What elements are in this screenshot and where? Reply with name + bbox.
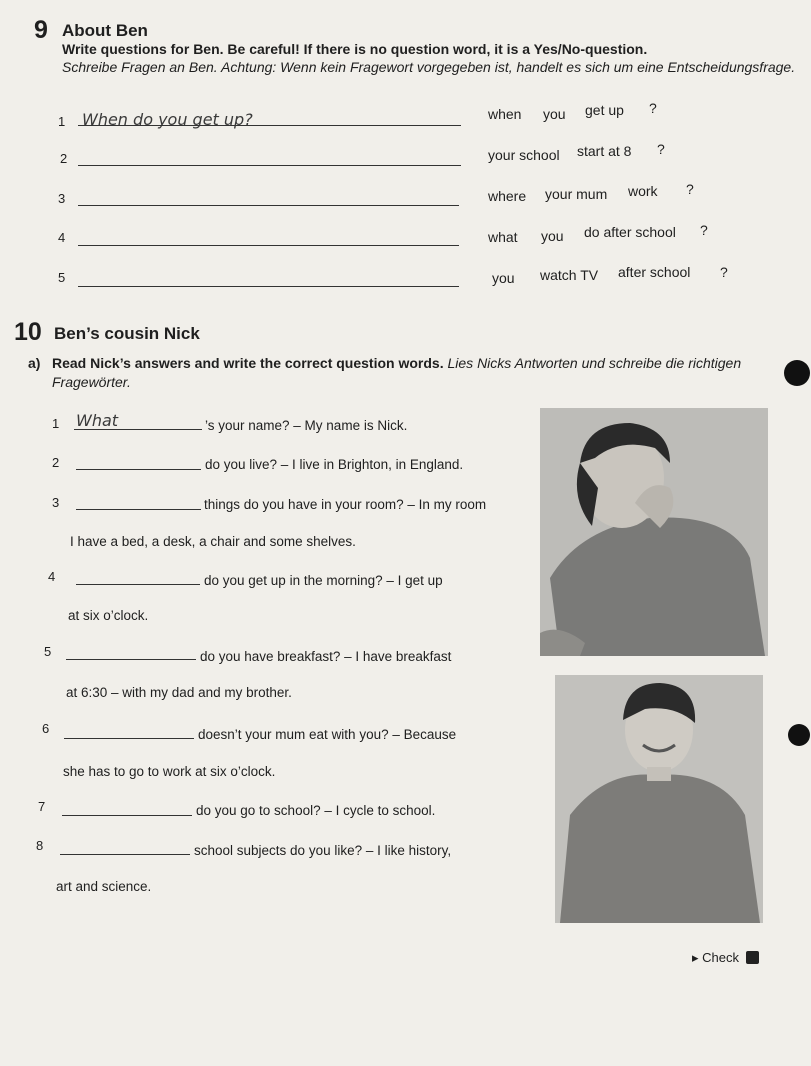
ex10-sentence: school subjects do you like? – I like history, [194,843,452,858]
exercise-9-title: About Ben [62,21,148,40]
ex9-word: you [543,106,566,122]
ex9-item-number: 1 [58,114,66,129]
check-link[interactable] [692,950,759,966]
ex9-word: after school [618,264,691,280]
ex9-answer-line[interactable] [78,165,461,166]
ex10-sentence: ’s your name? – My name is Nick. [205,418,408,433]
ex9-word: ? [657,141,665,157]
ex9-item-answer[interactable]: When do you get up? [82,110,253,129]
photo-nick-smiling [555,675,763,923]
ex9-item-number: 4 [58,230,66,245]
ex9-word: where [488,188,527,204]
ex10-item-number: 6 [42,721,50,736]
ex10-answer-line[interactable] [66,659,196,660]
ex9-word: get up [585,102,624,118]
exercise-9-instruction-en: Write questions for Ben. Be careful! If there is no question word, it is a Yes/No-question. [62,41,648,57]
ex10-sentence: do you get up in the morning? – I get up [204,573,443,588]
ex9-item-number: 2 [60,151,68,166]
check-icon [746,951,759,964]
ex9-answer-line[interactable] [78,245,459,246]
ex10-sentence-cont: I have a bed, a desk, a chair and some shelves. [70,534,356,549]
exercise-10-instruction-de-cont: Fragewörter. [52,374,131,390]
exercise-10-instruction [52,355,741,371]
ex10-item-number: 1 [52,416,60,431]
margin-dot-decoration [788,724,810,746]
ex9-word: ? [720,264,728,280]
ex10-answer-line [74,429,202,430]
ex9-word: your mum [545,186,608,202]
photo-nick-thinking [540,408,768,656]
ex9-word: ? [686,181,694,197]
ex9-word: what [488,229,518,245]
ex10-sentence: do you have breakfast? – I have breakfast [200,649,452,664]
ex9-item-number: 3 [58,191,66,206]
ex10-sentence-cont: at six o’clock. [68,608,149,623]
ex10-answer-line[interactable] [76,584,200,585]
ex9-word: ? [700,222,708,238]
ex9-word: you [541,228,564,244]
ex10-answer-line[interactable] [76,469,201,470]
ex10-item-answer[interactable]: What [76,411,119,430]
ex9-word: work [628,183,658,199]
ex10-item-number: 5 [44,644,52,659]
ex10-item-number: 7 [38,799,46,814]
ex9-answer-line[interactable] [78,286,459,287]
ex9-word: do after school [584,224,676,240]
ex10-answer-line[interactable] [62,815,192,816]
ex10-sentence: things do you have in your room? – In my room [204,497,487,512]
check-label: ▸ Check [692,950,739,965]
ex10-answer-line[interactable] [60,854,190,855]
ex10-sentence: do you live? – I live in Brighton, in England. [205,457,464,472]
exercise-10-title: Ben’s cousin Nick [54,324,200,343]
ex10-item-number: 4 [48,569,56,584]
exercise-9-instruction-de: Schreibe Fragen an Ben. Achtung: Wenn kein Fragewort vorgegeben ist, handelt es sich um eine Entscheidungsfrage. [62,59,796,75]
ex10-sentence: do you go to school? – I cycle to school. [196,803,436,818]
ex10-sentence: doesn’t your mum eat with you? – Because [198,727,457,742]
ex10-answer-line[interactable] [64,738,194,739]
ex10-item-number: 8 [36,838,44,853]
exercise-10-part: a) [28,355,41,371]
ex9-answer-line[interactable] [78,205,459,206]
ex9-word: when [488,106,522,122]
ex10-item-number: 2 [52,455,60,470]
ex9-word: you [492,270,515,286]
ex10-answer-line[interactable] [76,509,201,510]
exercise-10-number: 10 [14,318,42,346]
exercise-10-instruction-en: Read Nick’s answers and write the correct question words. [52,355,444,371]
ex9-answer-line [78,125,461,126]
ex9-word: watch TV [540,267,599,283]
ex10-sentence-cont: at 6:30 – with my dad and my brother. [66,685,292,700]
ex10-item-number: 3 [52,495,60,510]
margin-dot-decoration [784,360,810,386]
ex9-word: ? [649,100,657,116]
ex9-item-number: 5 [58,270,66,285]
ex9-word: your school [488,147,560,163]
ex9-word: start at 8 [577,143,632,159]
ex10-sentence-cont: art and science. [56,879,152,894]
ex10-sentence-cont: she has to go to work at six o’clock. [63,764,276,779]
exercise-10-instruction-de: Lies Nicks Antworten und schreibe die richtigen [447,355,742,371]
exercise-9-number: 9 [34,16,48,44]
